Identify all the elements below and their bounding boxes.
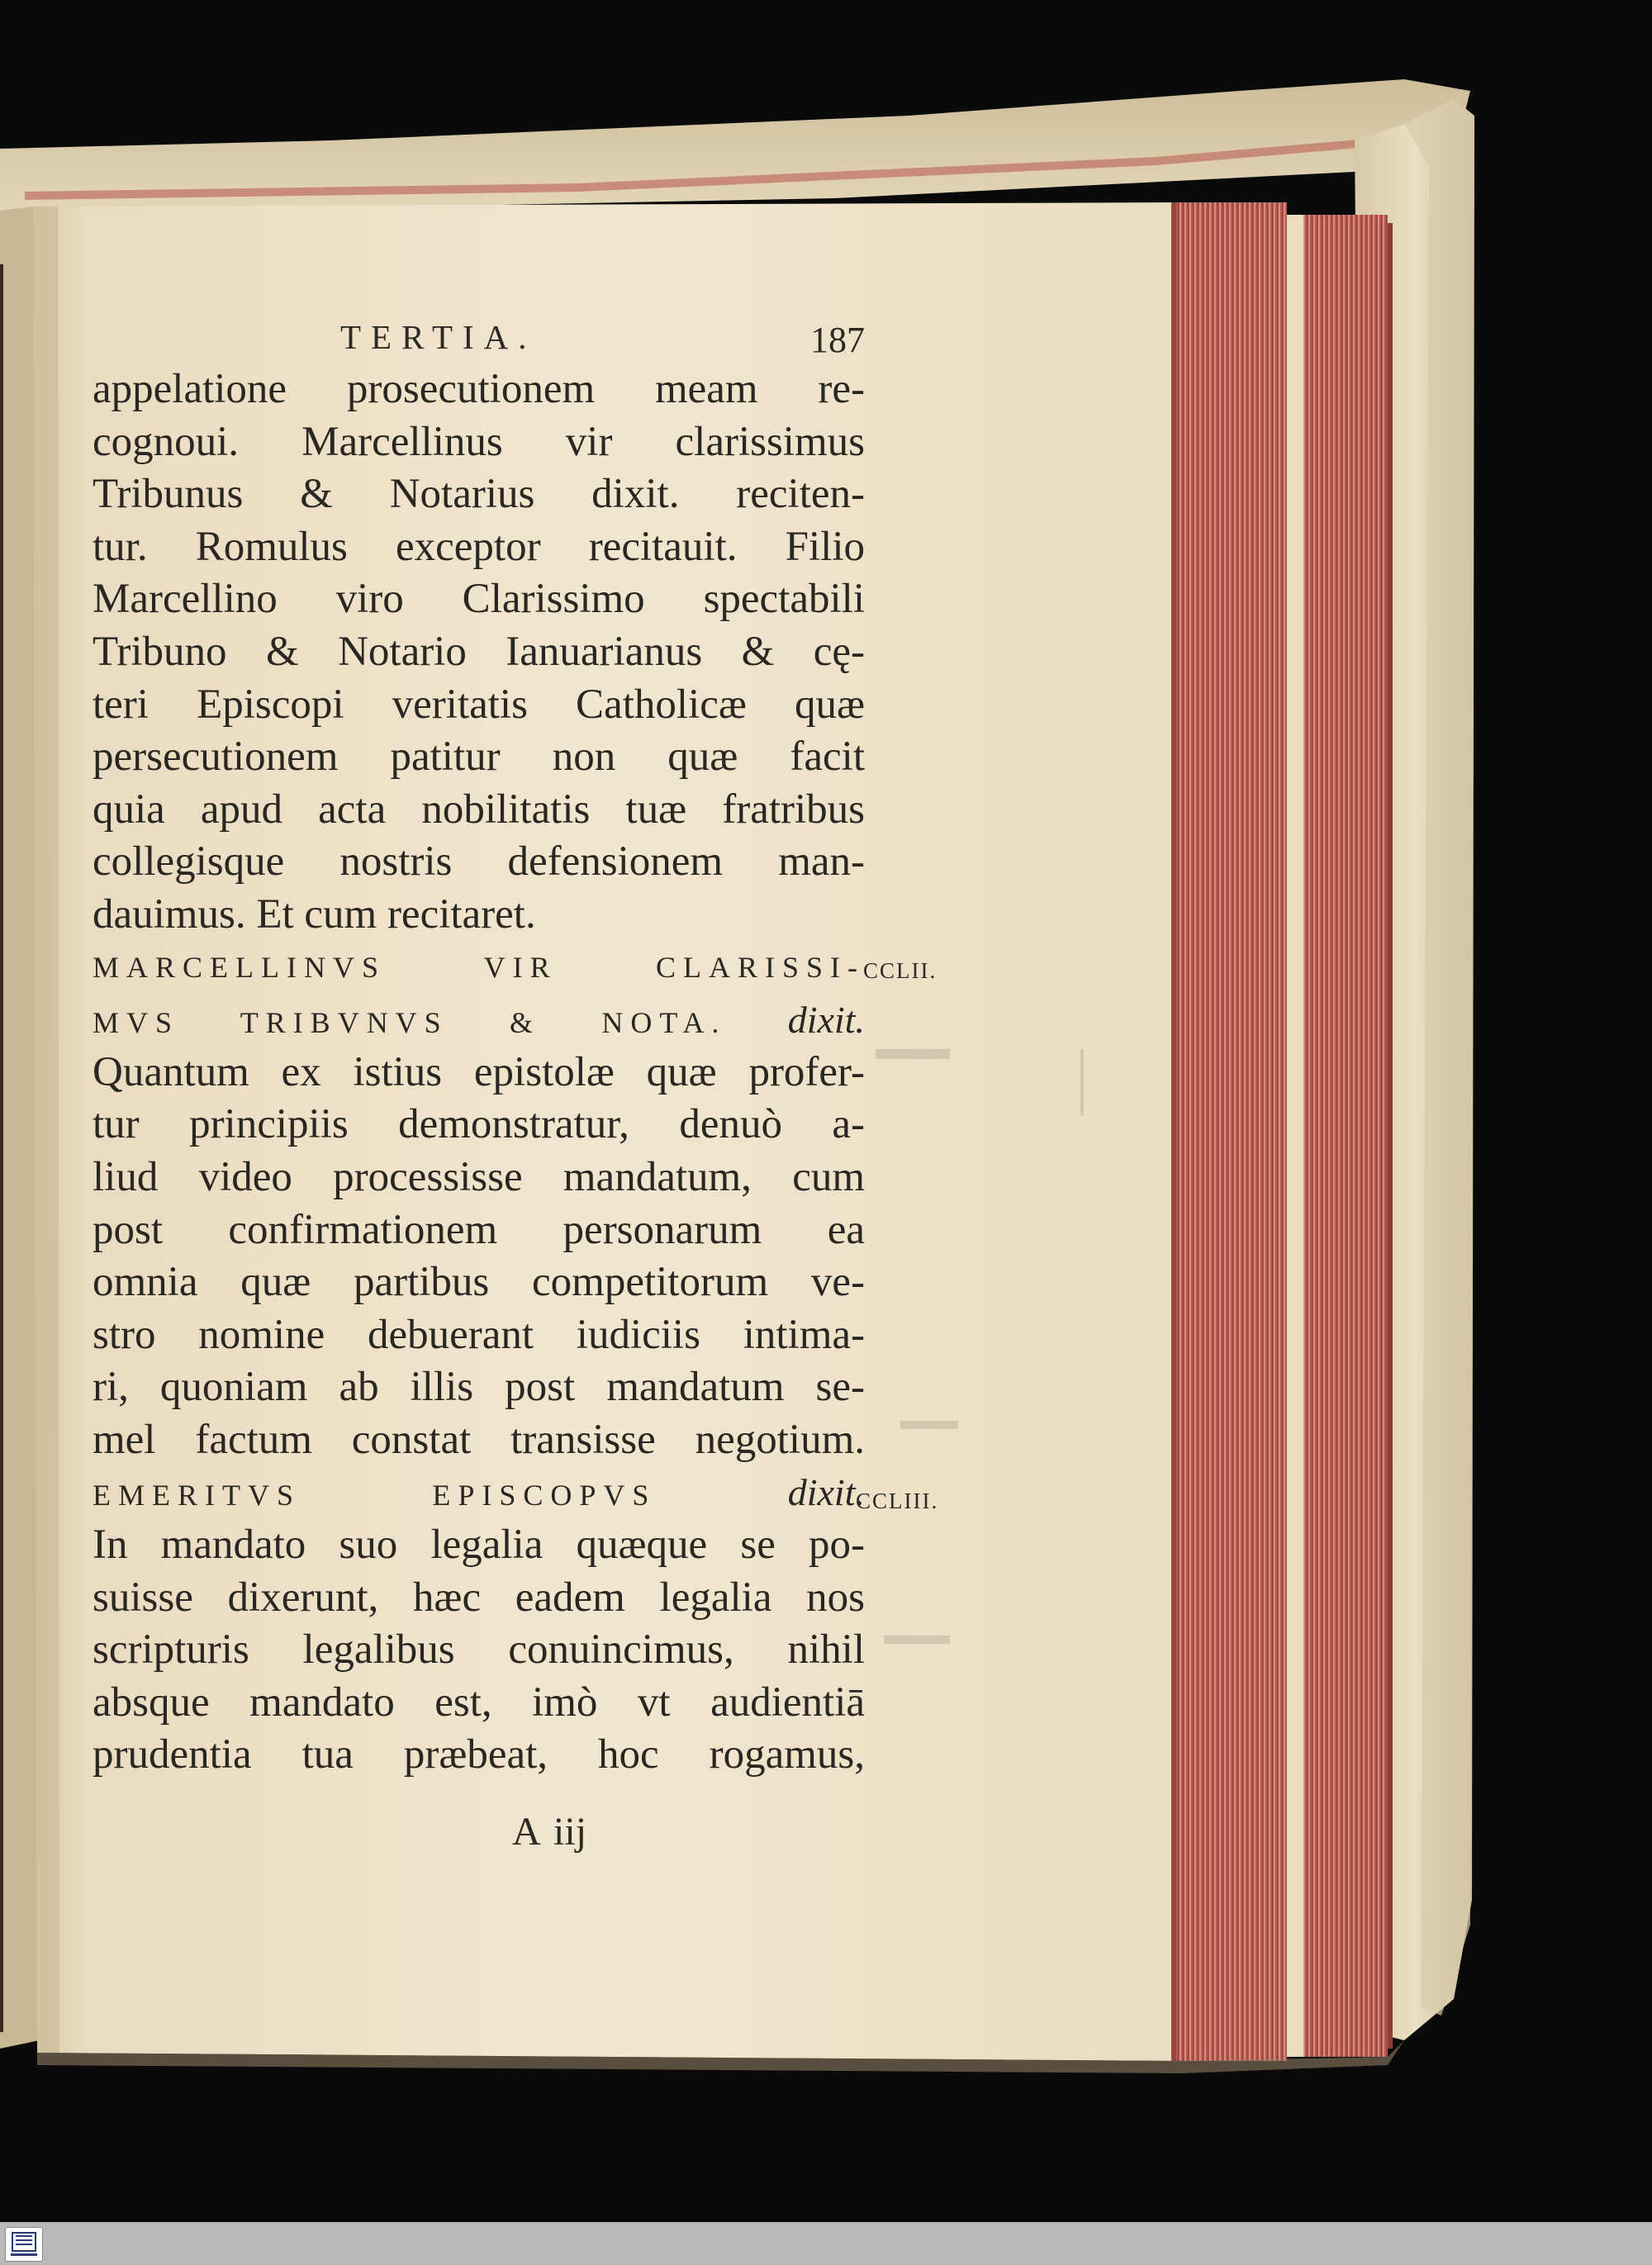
text-line: liud video processisse mandatum, cum <box>93 1153 865 1200</box>
speaker-verb: dixit. <box>787 1471 865 1514</box>
text-line: tur. Romulus exceptor recitauit. Filio <box>93 523 865 570</box>
running-head <box>93 312 865 362</box>
text-body <box>93 363 865 1782</box>
speaker-heading <box>93 1466 865 1519</box>
text-line: stro nomine debuerant iudiciis intima- <box>93 1311 865 1358</box>
text-line: Quantum ex istius epistolæ quæ profer- <box>93 1048 865 1095</box>
text-line: mel factum constat transisse negotium. <box>93 1416 865 1463</box>
viewer-footer-bar <box>0 2222 1652 2265</box>
speaker-name: MVS TRIBVNVS & NOTA. <box>93 1006 727 1040</box>
text-line: In mandato suo legalia quæque se po- <box>93 1522 865 1569</box>
running-title: TERTIA. <box>340 318 537 356</box>
text-line: Tribuno & Notario Ianuarianus & cę- <box>93 628 865 675</box>
margin-note: CCLII. <box>863 958 938 983</box>
text-line: tur principiis demonstratur, denuò a- <box>93 1101 865 1148</box>
speaker-name: EMERITVS EPISCOPVS <box>93 1479 657 1512</box>
text-line: Marcellino viro Clarissimo spectabili <box>93 576 865 623</box>
text-line: quia apud acta nobilitatis tuæ fratribus <box>93 786 865 833</box>
speaker-heading <box>93 942 865 995</box>
library-logo-icon <box>5 2227 43 2262</box>
margin-note: CCLIII. <box>856 1489 939 1513</box>
text-line: dauimus. Et cum recitaret. <box>93 890 536 938</box>
text-line: absque mandato est, imò vt audientiā <box>93 1679 865 1726</box>
text-line: prudentia tua præbeat, hoc rogamus, <box>93 1731 865 1778</box>
text-line: scripturis legalibus conuincimus, nihil <box>93 1626 865 1674</box>
fore-edge-gap <box>1287 215 1303 2057</box>
speaker-verb: dixit. <box>787 999 866 1042</box>
text-line: teri Episcopi veritatis Catholicæ quæ <box>93 681 865 728</box>
text-line: suisse dixerunt, hæc eadem legalia nos <box>93 1574 865 1621</box>
text-line: persecutionem patitur non quæ facit <box>93 734 865 781</box>
text-line: omnia quæ partibus competitorum ve- <box>93 1259 865 1306</box>
signature-mark: A iij <box>512 1810 587 1854</box>
speaker-name: MARCELLINVS VIR CLARISSI- <box>93 950 865 984</box>
text-line: Tribunus & Notarius dixit. reciten- <box>93 471 865 518</box>
text-line: post confirmationem personarum ea <box>93 1206 865 1253</box>
page-number: 187 <box>810 320 865 360</box>
speaker-heading <box>93 994 865 1047</box>
text-line: collegisque nostris defensionem man- <box>93 838 865 886</box>
text-line: ri, quoniam ab illis post mandatum se- <box>93 1364 865 1411</box>
fore-edge-front <box>1171 202 1287 2061</box>
text-line: appelatione prosecutionem meam re- <box>93 366 865 412</box>
fore-edge-back <box>1303 215 1388 2057</box>
text-line: cognoui. Marcellinus vir clarissimus <box>93 418 865 465</box>
